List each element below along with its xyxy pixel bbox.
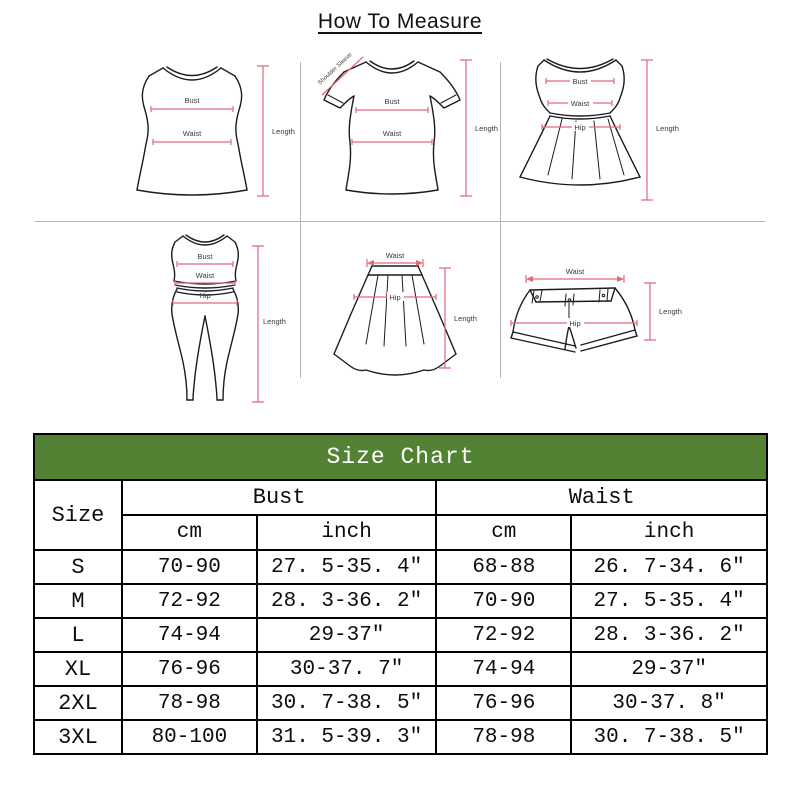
tshirt-diagram [300, 50, 510, 210]
waist-inch-cell: 28. 3-36. 2″ [571, 618, 767, 652]
waist-cm-cell: 78-98 [436, 720, 571, 754]
waist-inch-cell: 29-37″ [571, 652, 767, 686]
waist-line [153, 139, 231, 145]
waist-inch-cell: 30-37. 8″ [571, 686, 767, 720]
tank-measure-lines [151, 66, 269, 196]
waist-cm-cell: 70-90 [436, 584, 571, 618]
length-line [644, 283, 656, 340]
bust-inch-cell: 29-37″ [257, 618, 437, 652]
length-label: Length [263, 317, 286, 326]
waist-label: Waist [565, 267, 585, 276]
bust-line [356, 107, 428, 113]
waist-cm-cell: 76-96 [436, 686, 571, 720]
length-label: Length [475, 124, 498, 133]
waist-label: Waist [570, 99, 590, 108]
waist-label: Waist [195, 271, 215, 280]
waist-inch-cell: 27. 5-35. 4″ [571, 584, 767, 618]
bust-label: Bust [184, 96, 200, 105]
waist-inch-header: inch [571, 515, 767, 550]
hip-label: Hip [389, 293, 401, 302]
length-label: Length [272, 127, 295, 136]
waist-line [352, 139, 432, 145]
waist-line [175, 280, 235, 286]
bust-cm-cell: 76-96 [122, 652, 257, 686]
size-label: 3XL [34, 720, 122, 754]
bust-inch-cell: 30-37. 7″ [257, 652, 437, 686]
shorts-diagram [505, 250, 685, 382]
size-label: 2XL [34, 686, 122, 720]
size-label: M [34, 584, 122, 618]
grid-divider-horizontal [35, 221, 765, 222]
bust-label: Bust [384, 97, 400, 106]
bust-cm-header: cm [122, 515, 257, 550]
table-row [34, 550, 767, 584]
table-row [34, 584, 767, 618]
bust-cm-cell: 80-100 [122, 720, 257, 754]
length-line [460, 60, 472, 196]
table-row [34, 618, 767, 652]
hip-label: Hip [199, 291, 211, 300]
column-header-size: Size [34, 480, 122, 550]
bust-line [151, 106, 233, 112]
table-row [34, 652, 767, 686]
waist-inch-cell: 30. 7-38. 5″ [571, 720, 767, 754]
page-title: How To Measure [317, 10, 483, 33]
bust-label: Bust [197, 252, 213, 261]
bust-inch-cell: 30. 7-38. 5″ [257, 686, 437, 720]
waist-label: Waist [382, 129, 402, 138]
table-row [34, 720, 767, 754]
bust-cm-cell: 74-94 [122, 618, 257, 652]
size-label: XL [34, 652, 122, 686]
waist-line [526, 275, 624, 283]
bust-inch-cell: 31. 5-39. 3″ [257, 720, 437, 754]
size-chart-table [33, 433, 768, 755]
bust-inch-cell: 27. 5-35. 4″ [257, 550, 437, 584]
size-label: S [34, 550, 122, 584]
hip-label: Hip [574, 123, 586, 132]
waist-inch-cell: 26. 7-34. 6″ [571, 550, 767, 584]
bust-inch-cell: 28. 3-36. 2″ [257, 584, 437, 618]
tank-top-diagram [115, 52, 305, 207]
size-chart-title: Size Chart [34, 434, 767, 480]
size-label: L [34, 618, 122, 652]
bust-cm-cell: 78-98 [122, 686, 257, 720]
skirt-diagram [310, 248, 495, 400]
length-label: Length [454, 314, 477, 323]
bust-label: Bust [572, 77, 588, 86]
bust-cm-cell: 70-90 [122, 550, 257, 584]
length-line [257, 66, 269, 196]
hip-label: Hip [569, 319, 581, 328]
table-unit-header-row [34, 515, 767, 550]
dress-diagram [500, 50, 695, 205]
bust-line [177, 261, 233, 267]
two-piece-diagram [135, 224, 295, 406]
hip-line [173, 300, 237, 306]
table-title-row [34, 434, 767, 480]
waist-label: Waist [385, 251, 405, 260]
length-line [641, 60, 653, 200]
column-header-waist: Waist [436, 480, 767, 515]
bust-inch-header: inch [257, 515, 437, 550]
shoulder-sleeve-label: Shoulder Sleeve [317, 52, 354, 87]
table-row [34, 686, 767, 720]
table-group-header-row [34, 480, 767, 515]
waist-cm-cell: 72-92 [436, 618, 571, 652]
waist-label: Waist [182, 129, 202, 138]
length-label: Length [656, 124, 679, 133]
waist-cm-header: cm [436, 515, 571, 550]
length-label: Length [659, 307, 682, 316]
bust-cm-cell: 72-92 [122, 584, 257, 618]
column-header-bust: Bust [122, 480, 436, 515]
waist-cm-cell: 68-88 [436, 550, 571, 584]
waist-cm-cell: 74-94 [436, 652, 571, 686]
